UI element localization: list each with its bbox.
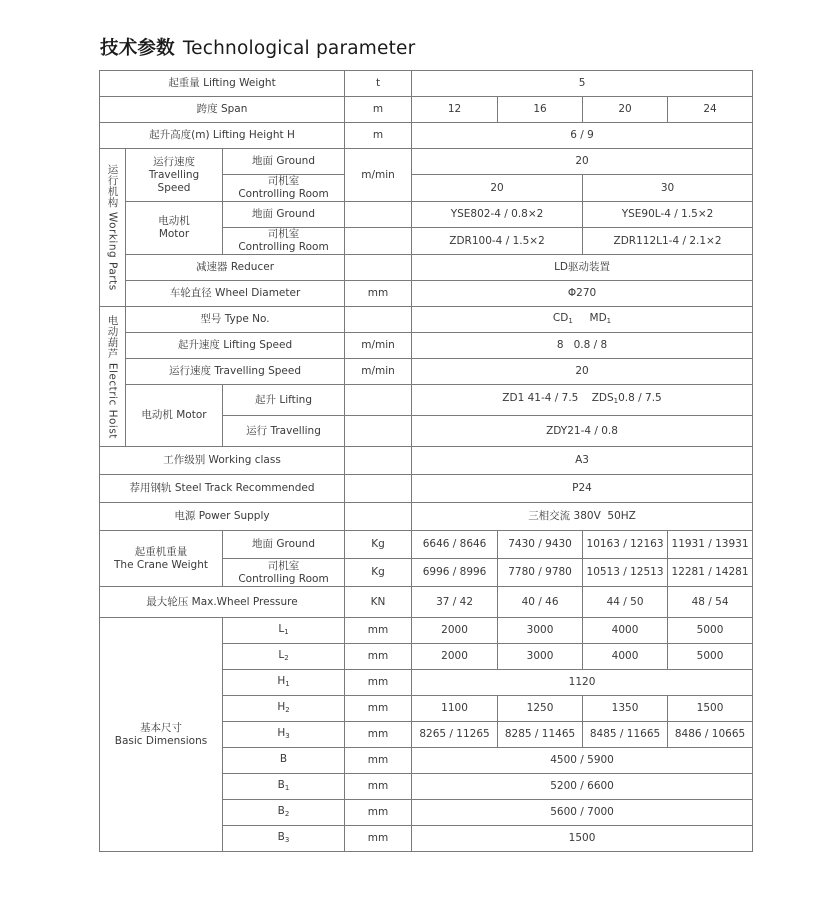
value-cell: 3000 <box>498 618 583 644</box>
value-cell: 4000 <box>583 618 668 644</box>
value-cell: 1250 <box>498 696 583 722</box>
value-cell: 8265 / 11265 <box>412 722 498 748</box>
row-label: 起升速度 Lifting Speed <box>126 333 345 359</box>
row-label: 工作级别 Working class <box>100 447 345 475</box>
value-cell: 48 / 54 <box>668 587 753 618</box>
value-cell: 1100 <box>412 696 498 722</box>
value-cell: 12281 / 14281 <box>668 559 753 587</box>
travelling-speed-label: 运行速度 Travelling Speed <box>126 149 223 202</box>
unit-cell: mm <box>345 826 412 852</box>
table-row-hoist-lifting-speed <box>100 333 753 359</box>
row-label: 运行速度 Travelling Speed <box>126 359 345 385</box>
row-label: 车轮直径 Wheel Diameter <box>126 281 345 307</box>
table-row-lifting-weight <box>100 71 753 97</box>
unit-cell: m <box>345 97 412 123</box>
unit-cell: mm <box>345 774 412 800</box>
value-cell: 24 <box>668 97 753 123</box>
value-cell: 5000 <box>668 618 753 644</box>
table-row-wheel-diameter <box>100 281 753 307</box>
unit-cell <box>345 447 412 475</box>
unit-cell <box>345 416 412 447</box>
value-cell: ZDR100-4 / 1.5×2 <box>412 228 583 255</box>
sub-label-travelling: 运行 Travelling <box>223 416 345 447</box>
unit-cell: mm <box>345 722 412 748</box>
value-cell: 20 <box>412 359 753 385</box>
table-row-lifting-height <box>100 123 753 149</box>
spec-table <box>99 70 753 852</box>
row-label: 减速器 Reducer <box>126 255 345 281</box>
unit-cell: mm <box>345 644 412 670</box>
unit-cell: mm <box>345 618 412 644</box>
value-cell: 5000 <box>668 644 753 670</box>
unit-cell: mm <box>345 696 412 722</box>
value-cell: 10513 / 12513 <box>583 559 668 587</box>
group-label-working-parts: 运行机构 Working Parts <box>100 149 126 307</box>
dim-symbol: $L_1$ <box>223 618 345 644</box>
unit-cell: m/min <box>345 359 412 385</box>
sub-label-controlling-room: 司机室 Controlling Room <box>223 175 345 202</box>
value-cell: 40 / 46 <box>498 587 583 618</box>
unit-cell <box>345 503 412 531</box>
value-cell: 12 <box>412 97 498 123</box>
table-row-dim-l1 <box>100 618 753 644</box>
sub-label-controlling-room: 司机室 Controlling Room <box>223 228 345 255</box>
table-row-max-wheel-pressure <box>100 587 753 618</box>
crane-weight-label: 起重机重量 The Crane Weight <box>100 531 223 587</box>
value-cell: 1500 <box>668 696 753 722</box>
motor-label: 电动机 Motor <box>126 202 223 255</box>
unit-cell: m <box>345 123 412 149</box>
unit-cell: mm <box>345 670 412 696</box>
table-row-hoist-motor-lifting <box>100 385 753 416</box>
row-label: 型号 Type No. <box>126 307 345 333</box>
table-row-span <box>100 97 753 123</box>
value-cell: 6996 / 8996 <box>412 559 498 587</box>
value-cell: 7780 / 9780 <box>498 559 583 587</box>
sub-label-controlling-room: 司机室 Controlling Room <box>223 559 345 587</box>
unit-cell <box>345 202 412 228</box>
sub-label-ground: 地面 Ground <box>223 202 345 228</box>
value-cell: ZDY21-4 / 0.8 <box>412 416 753 447</box>
row-label: 荐用钢轨 Steel Track Recommended <box>100 475 345 503</box>
value-cell: 4500 / 5900 <box>412 748 753 774</box>
hoist-motor-label: 电动机 Motor <box>126 385 223 447</box>
dim-symbol: $B_1$ <box>223 774 345 800</box>
value-cell: 6 / 9 <box>412 123 753 149</box>
value-cell: 16 <box>498 97 583 123</box>
value-cell: 2000 <box>412 644 498 670</box>
table-row-type-no <box>100 307 753 333</box>
table-row-hoist-travelling-speed <box>100 359 753 385</box>
row-label: 最大轮压 Max.Wheel Pressure <box>100 587 345 618</box>
value-cell: 2000 <box>412 618 498 644</box>
table-row-working-class <box>100 447 753 475</box>
table-row-motor-ground <box>100 202 753 228</box>
value-cell: 10163 / 12163 <box>583 531 668 559</box>
value-cell: 37 / 42 <box>412 587 498 618</box>
basic-dimensions-label: 基本尺寸 Basic Dimensions <box>100 618 223 852</box>
value-cell: P24 <box>412 475 753 503</box>
page-title-cn: 技术参数 <box>100 38 175 59</box>
table-row-steel-track <box>100 475 753 503</box>
row-label: 电源 Power Supply <box>100 503 345 531</box>
unit-cell: m/min <box>345 333 412 359</box>
unit-cell: m/min <box>345 149 412 202</box>
value-cell: 44 / 50 <box>583 587 668 618</box>
unit-cell <box>345 228 412 255</box>
dim-symbol: B <box>223 748 345 774</box>
unit-cell: mm <box>345 800 412 826</box>
table-row-reducer <box>100 255 753 281</box>
value-cell: 8 0.8 / 8 <box>412 333 753 359</box>
table-row-crane-weight-ground <box>100 531 753 559</box>
unit-cell <box>345 255 412 281</box>
unit-cell: KN <box>345 587 412 618</box>
value-cell: 5200 / 6600 <box>412 774 753 800</box>
value-cell: YSE802-4 / 0.8×2 <box>412 202 583 228</box>
row-label: 起升高度(m) Lifting Height H <box>100 123 345 149</box>
row-label: 起重量 Lifting Weight <box>100 71 345 97</box>
dim-symbol: $H_1$ <box>223 670 345 696</box>
sub-label-lifting: 起升 Lifting <box>223 385 345 416</box>
unit-cell: Kg <box>345 559 412 587</box>
value-cell: 1120 <box>412 670 753 696</box>
page-title-en: Technological parameter <box>182 38 416 59</box>
value-cell: 20 <box>583 97 668 123</box>
value-cell: YSE90L-4 / 1.5×2 <box>583 202 753 228</box>
value-cell: 三相交流 380V 50HZ <box>412 503 753 531</box>
value-cell: 11931 / 13931 <box>668 531 753 559</box>
value-cell: $CD_1$ $MD_1$ <box>412 307 753 333</box>
value-cell: 8285 / 11465 <box>498 722 583 748</box>
group-label-electric-hoist: 电动葫芦 Electric Hoist <box>100 307 126 447</box>
unit-cell: mm <box>345 748 412 774</box>
unit-cell: t <box>345 71 412 97</box>
value-cell: ZD1 41-4 / 7.5 $ZDS_10.8 / 7.5$ <box>412 385 753 416</box>
value-cell: 5 <box>412 71 753 97</box>
value-cell: 1500 <box>412 826 753 852</box>
value-cell: Φ270 <box>412 281 753 307</box>
value-cell: ZDR112L1-4 / 2.1×2 <box>583 228 753 255</box>
dim-symbol: $H_3$ <box>223 722 345 748</box>
table-row-power-supply <box>100 503 753 531</box>
row-label: 跨度 Span <box>100 97 345 123</box>
value-cell: LD驱动装置 <box>412 255 753 281</box>
sub-label-ground: 地面 Ground <box>223 531 345 559</box>
value-cell: 8485 / 11665 <box>583 722 668 748</box>
value-cell: 7430 / 9430 <box>498 531 583 559</box>
value-cell: 30 <box>583 175 753 202</box>
page-title <box>100 34 415 60</box>
unit-cell <box>345 475 412 503</box>
value-cell: 4000 <box>583 644 668 670</box>
dim-symbol: $H_2$ <box>223 696 345 722</box>
dim-symbol: $L_2$ <box>223 644 345 670</box>
value-cell: A3 <box>412 447 753 475</box>
value-cell: 5600 / 7000 <box>412 800 753 826</box>
unit-cell: Kg <box>345 531 412 559</box>
sub-label-ground: 地面 Ground <box>223 149 345 175</box>
value-cell: 6646 / 8646 <box>412 531 498 559</box>
value-cell: 1350 <box>583 696 668 722</box>
unit-cell <box>345 307 412 333</box>
dim-symbol: $B_3$ <box>223 826 345 852</box>
value-cell: 20 <box>412 175 583 202</box>
value-cell: 20 <box>412 149 753 175</box>
dim-symbol: $B_2$ <box>223 800 345 826</box>
table-row-travel-speed-ground <box>100 149 753 175</box>
value-cell: 3000 <box>498 644 583 670</box>
unit-cell: mm <box>345 281 412 307</box>
value-cell: 8486 / 10665 <box>668 722 753 748</box>
unit-cell <box>345 385 412 416</box>
